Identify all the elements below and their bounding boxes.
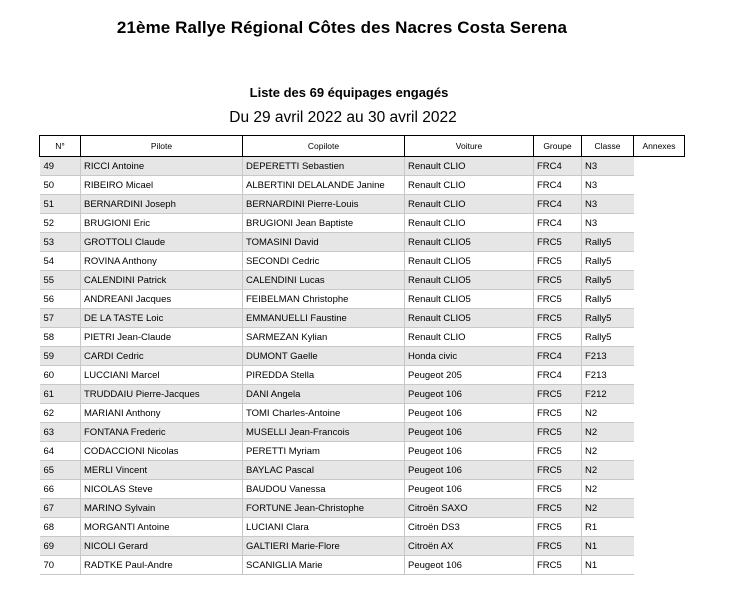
cell-copilote: ALBERTINI DELALANDE Janine bbox=[243, 176, 405, 195]
table-row bbox=[40, 499, 685, 518]
cell-annexes bbox=[634, 499, 685, 518]
cell-voiture: Peugeot 106 bbox=[405, 404, 534, 423]
cell-annexes bbox=[634, 537, 685, 556]
cell-classe: F212 bbox=[582, 385, 634, 404]
cell-groupe: FRC5 bbox=[534, 233, 582, 252]
cell-classe: N3 bbox=[582, 176, 634, 195]
cell-copilote: MUSELLI Jean-Francois bbox=[243, 423, 405, 442]
cell-annexes bbox=[634, 385, 685, 404]
cell-number: 65 bbox=[40, 461, 81, 480]
cell-voiture: Renault CLIO bbox=[405, 157, 534, 176]
cell-voiture: Renault CLIO5 bbox=[405, 252, 534, 271]
cell-pilote: RICCI Antoine bbox=[81, 157, 243, 176]
cell-classe: N1 bbox=[582, 556, 634, 575]
cell-classe: N3 bbox=[582, 157, 634, 176]
cell-classe: Rally5 bbox=[582, 252, 634, 271]
cell-number: 69 bbox=[40, 537, 81, 556]
cell-pilote: PIETRI Jean-Claude bbox=[81, 328, 243, 347]
table-row bbox=[40, 195, 685, 214]
cell-copilote: FORTUNE Jean-Christophe bbox=[243, 499, 405, 518]
cell-classe: Rally5 bbox=[582, 233, 634, 252]
cell-annexes bbox=[634, 423, 685, 442]
cell-annexes bbox=[634, 347, 685, 366]
cell-pilote: MARINO Sylvain bbox=[81, 499, 243, 518]
cell-copilote: DANI Angela bbox=[243, 385, 405, 404]
cell-copilote: PIREDDA Stella bbox=[243, 366, 405, 385]
cell-voiture: Peugeot 106 bbox=[405, 556, 534, 575]
cell-number: 66 bbox=[40, 480, 81, 499]
column-header-pilote: Pilote bbox=[81, 136, 243, 157]
column-header-voiture: Voiture bbox=[405, 136, 534, 157]
cell-classe: N3 bbox=[582, 195, 634, 214]
cell-pilote: ANDREANI Jacques bbox=[81, 290, 243, 309]
cell-pilote: NICOLAS Steve bbox=[81, 480, 243, 499]
cell-number: 59 bbox=[40, 347, 81, 366]
cell-groupe: FRC4 bbox=[534, 347, 582, 366]
cell-pilote: MORGANTI Antoine bbox=[81, 518, 243, 537]
cell-voiture: Peugeot 106 bbox=[405, 385, 534, 404]
cell-number: 67 bbox=[40, 499, 81, 518]
cell-voiture: Renault CLIO bbox=[405, 214, 534, 233]
table-body bbox=[40, 157, 685, 575]
table-row bbox=[40, 290, 685, 309]
cell-pilote: DE LA TASTE Loic bbox=[81, 309, 243, 328]
cell-voiture: Citroën SAXO bbox=[405, 499, 534, 518]
cell-groupe: FRC4 bbox=[534, 157, 582, 176]
column-header-number: N° bbox=[40, 136, 81, 157]
cell-voiture: Renault CLIO5 bbox=[405, 233, 534, 252]
cell-groupe: FRC5 bbox=[534, 442, 582, 461]
cell-copilote: BAYLAC Pascal bbox=[243, 461, 405, 480]
cell-annexes bbox=[634, 461, 685, 480]
cell-copilote: PERETTI Myriam bbox=[243, 442, 405, 461]
table-row bbox=[40, 385, 685, 404]
cell-annexes bbox=[634, 442, 685, 461]
cell-pilote: MARIANI Anthony bbox=[81, 404, 243, 423]
cell-annexes bbox=[634, 328, 685, 347]
cell-classe: N2 bbox=[582, 404, 634, 423]
cell-voiture: Citroën DS3 bbox=[405, 518, 534, 537]
cell-pilote: BRUGIONI Eric bbox=[81, 214, 243, 233]
list-subtitle: Liste des 69 équipages engagés bbox=[249, 85, 449, 100]
cell-pilote: CARDI Cedric bbox=[81, 347, 243, 366]
cell-voiture: Renault CLIO5 bbox=[405, 309, 534, 328]
table-row bbox=[40, 556, 685, 575]
cell-number: 53 bbox=[40, 233, 81, 252]
cell-voiture: Peugeot 205 bbox=[405, 366, 534, 385]
cell-copilote: CALENDINI Lucas bbox=[243, 271, 405, 290]
cell-pilote: CODACCIONI Nicolas bbox=[81, 442, 243, 461]
column-header-classe: Classe bbox=[582, 136, 634, 157]
column-header-groupe: Groupe bbox=[534, 136, 582, 157]
cell-voiture: Renault CLIO bbox=[405, 195, 534, 214]
cell-pilote: ROVINA Anthony bbox=[81, 252, 243, 271]
cell-groupe: FRC5 bbox=[534, 499, 582, 518]
cell-copilote: DEPERETTI Sebastien bbox=[243, 157, 405, 176]
cell-annexes bbox=[634, 518, 685, 537]
cell-copilote: TOMASINI David bbox=[243, 233, 405, 252]
cell-number: 60 bbox=[40, 366, 81, 385]
cell-number: 64 bbox=[40, 442, 81, 461]
cell-pilote: MERLI Vincent bbox=[81, 461, 243, 480]
cell-number: 51 bbox=[40, 195, 81, 214]
cell-classe: N2 bbox=[582, 442, 634, 461]
cell-classe: N3 bbox=[582, 214, 634, 233]
cell-classe: N2 bbox=[582, 423, 634, 442]
cell-number: 61 bbox=[40, 385, 81, 404]
cell-classe: Rally5 bbox=[582, 309, 634, 328]
cell-copilote: GALTIERI Marie-Flore bbox=[243, 537, 405, 556]
cell-groupe: FRC5 bbox=[534, 328, 582, 347]
table-row bbox=[40, 423, 685, 442]
cell-number: 57 bbox=[40, 309, 81, 328]
cell-groupe: FRC5 bbox=[534, 480, 582, 499]
cell-classe: N2 bbox=[582, 461, 634, 480]
table-row bbox=[40, 309, 685, 328]
cell-classe: F213 bbox=[582, 366, 634, 385]
cell-copilote: SECONDI Cedric bbox=[243, 252, 405, 271]
cell-annexes bbox=[634, 271, 685, 290]
cell-classe: Rally5 bbox=[582, 271, 634, 290]
cell-annexes bbox=[634, 252, 685, 271]
cell-voiture: Peugeot 106 bbox=[405, 442, 534, 461]
cell-annexes bbox=[634, 309, 685, 328]
cell-pilote: CALENDINI Patrick bbox=[81, 271, 243, 290]
cell-annexes bbox=[634, 214, 685, 233]
cell-copilote: SCANIGLIA Marie bbox=[243, 556, 405, 575]
cell-voiture: Peugeot 106 bbox=[405, 423, 534, 442]
table-row bbox=[40, 480, 685, 499]
cell-pilote: RIBEIRO Micael bbox=[81, 176, 243, 195]
cell-classe: N2 bbox=[582, 499, 634, 518]
cell-number: 55 bbox=[40, 271, 81, 290]
entries-table bbox=[39, 135, 685, 575]
cell-annexes bbox=[634, 366, 685, 385]
cell-copilote: DUMONT Gaelle bbox=[243, 347, 405, 366]
table-row bbox=[40, 347, 685, 366]
event-dates: Du 29 avril 2022 au 30 avril 2022 bbox=[229, 109, 457, 126]
cell-pilote: BERNARDINI Joseph bbox=[81, 195, 243, 214]
cell-groupe: FRC5 bbox=[534, 461, 582, 480]
table-row bbox=[40, 442, 685, 461]
column-header-annexes: Annexes bbox=[634, 136, 685, 157]
cell-copilote: TOMI Charles-Antoine bbox=[243, 404, 405, 423]
cell-annexes bbox=[634, 556, 685, 575]
cell-annexes bbox=[634, 176, 685, 195]
table-row bbox=[40, 214, 685, 233]
table-row bbox=[40, 271, 685, 290]
cell-groupe: FRC5 bbox=[534, 271, 582, 290]
table-row bbox=[40, 461, 685, 480]
cell-classe: N2 bbox=[582, 480, 634, 499]
cell-voiture: Honda civic bbox=[405, 347, 534, 366]
cell-annexes bbox=[634, 233, 685, 252]
cell-pilote: RADTKE Paul-Andre bbox=[81, 556, 243, 575]
cell-groupe: FRC5 bbox=[534, 518, 582, 537]
cell-copilote: EMMANUELLI Faustine bbox=[243, 309, 405, 328]
cell-groupe: FRC5 bbox=[534, 290, 582, 309]
table-row bbox=[40, 176, 685, 195]
cell-number: 56 bbox=[40, 290, 81, 309]
cell-classe: F213 bbox=[582, 347, 634, 366]
cell-voiture: Renault CLIO bbox=[405, 176, 534, 195]
cell-annexes bbox=[634, 480, 685, 499]
column-header-copilote: Copilote bbox=[243, 136, 405, 157]
cell-number: 68 bbox=[40, 518, 81, 537]
cell-classe: Rally5 bbox=[582, 290, 634, 309]
cell-groupe: FRC4 bbox=[534, 366, 582, 385]
cell-number: 58 bbox=[40, 328, 81, 347]
cell-voiture: Renault CLIO bbox=[405, 328, 534, 347]
cell-groupe: FRC5 bbox=[534, 404, 582, 423]
table-row bbox=[40, 537, 685, 556]
cell-annexes bbox=[634, 195, 685, 214]
cell-groupe: FRC4 bbox=[534, 214, 582, 233]
table-row bbox=[40, 252, 685, 271]
cell-copilote: FEIBELMAN Christophe bbox=[243, 290, 405, 309]
cell-voiture: Renault CLIO5 bbox=[405, 271, 534, 290]
table-row bbox=[40, 518, 685, 537]
cell-annexes bbox=[634, 404, 685, 423]
cell-groupe: FRC5 bbox=[534, 537, 582, 556]
cell-number: 70 bbox=[40, 556, 81, 575]
cell-voiture: Peugeot 106 bbox=[405, 461, 534, 480]
cell-pilote: LUCCIANI Marcel bbox=[81, 366, 243, 385]
table-row bbox=[40, 404, 685, 423]
cell-groupe: FRC5 bbox=[534, 556, 582, 575]
cell-copilote: BAUDOU Vanessa bbox=[243, 480, 405, 499]
cell-classe: Rally5 bbox=[582, 328, 634, 347]
table-header-row bbox=[40, 136, 685, 157]
cell-number: 62 bbox=[40, 404, 81, 423]
cell-pilote: FONTANA Frederic bbox=[81, 423, 243, 442]
cell-classe: R1 bbox=[582, 518, 634, 537]
page-title: 21ème Rallye Régional Côtes des Nacres Costa Serena bbox=[116, 18, 568, 37]
cell-groupe: FRC5 bbox=[534, 423, 582, 442]
cell-groupe: FRC5 bbox=[534, 252, 582, 271]
table-row bbox=[40, 366, 685, 385]
table-row bbox=[40, 233, 685, 252]
cell-voiture: Peugeot 106 bbox=[405, 480, 534, 499]
cell-copilote: BRUGIONI Jean Baptiste bbox=[243, 214, 405, 233]
cell-number: 54 bbox=[40, 252, 81, 271]
cell-voiture: Citroën AX bbox=[405, 537, 534, 556]
table-row bbox=[40, 157, 685, 176]
table-row bbox=[40, 328, 685, 347]
cell-groupe: FRC4 bbox=[534, 195, 582, 214]
cell-pilote: TRUDDAIU Pierre-Jacques bbox=[81, 385, 243, 404]
cell-groupe: FRC5 bbox=[534, 385, 582, 404]
cell-groupe: FRC4 bbox=[534, 176, 582, 195]
cell-pilote: NICOLI Gerard bbox=[81, 537, 243, 556]
cell-number: 63 bbox=[40, 423, 81, 442]
cell-annexes bbox=[634, 290, 685, 309]
cell-voiture: Renault CLIO5 bbox=[405, 290, 534, 309]
cell-classe: N1 bbox=[582, 537, 634, 556]
cell-copilote: LUCIANI Clara bbox=[243, 518, 405, 537]
cell-groupe: FRC5 bbox=[534, 309, 582, 328]
cell-number: 50 bbox=[40, 176, 81, 195]
cell-annexes bbox=[634, 157, 685, 176]
cell-pilote: GROTTOLI Claude bbox=[81, 233, 243, 252]
cell-number: 49 bbox=[40, 157, 81, 176]
cell-number: 52 bbox=[40, 214, 81, 233]
cell-copilote: BERNARDINI Pierre-Louis bbox=[243, 195, 405, 214]
cell-copilote: SARMEZAN Kylian bbox=[243, 328, 405, 347]
